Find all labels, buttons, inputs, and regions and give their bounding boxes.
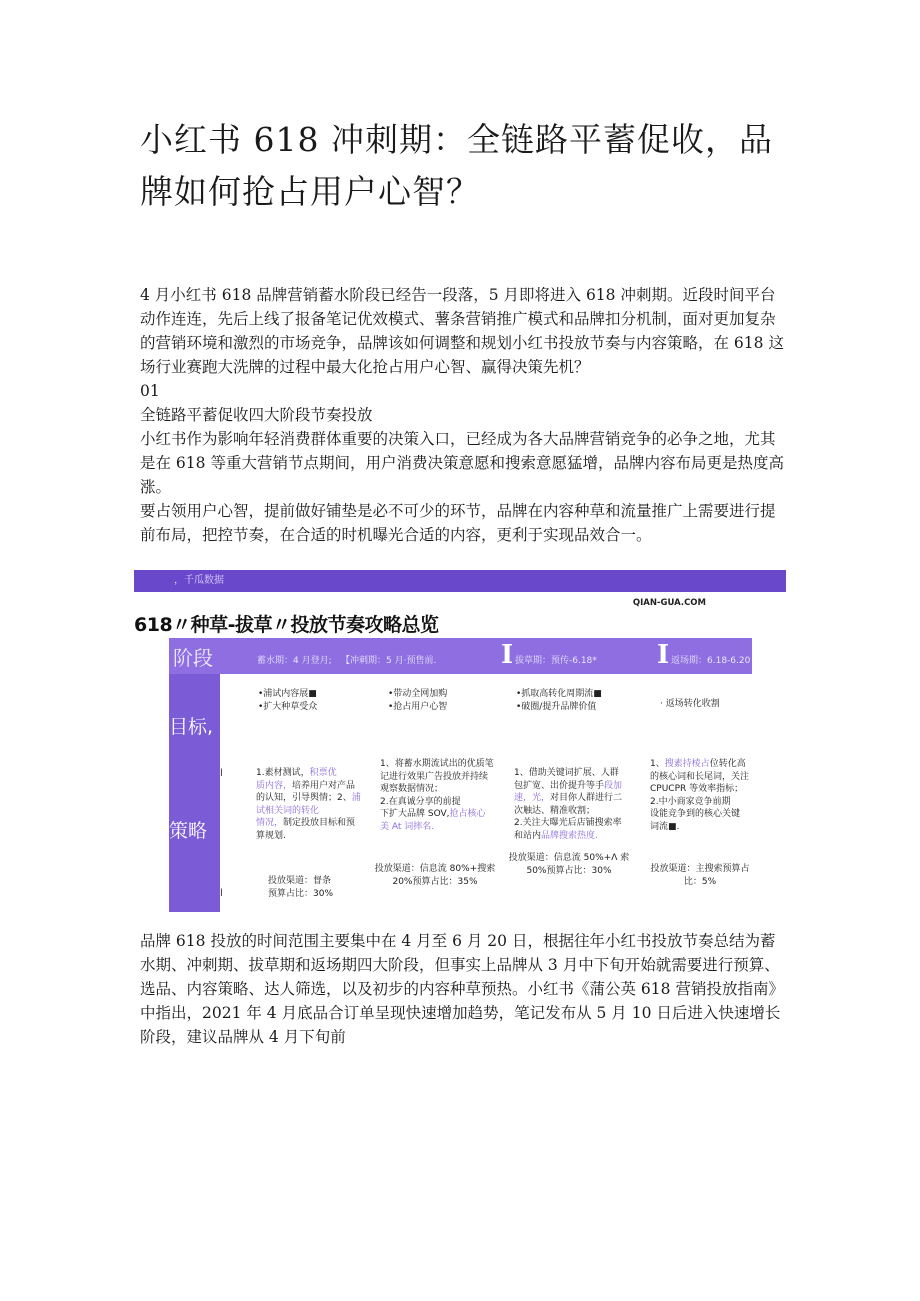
channel-cell: 投放渠道：信息流 80%+搜索 20%预算占比：35%	[374, 864, 496, 887]
intro-paragraph: 4 月小红书 618 品牌营销蓄水阶段已经告一段落，5 月即将进入 618 冲刺期。近段时间平台动作连连，先后上线了报备笔记优效模式、薯条营销推广模式和品牌扣分机制，面对更加复杂的营销环境和激烈的市场竞争，品牌该如何调整和规划小红书投放节奏与内容策略，在 618 这场行业赛跑大洗牌的过程中最大化抢占用户心智、赢得决策先机？	[140, 286, 784, 376]
section-title: 全链路平蓄促收四大阶段节奏投放	[140, 406, 373, 424]
infographic-title: 618〃种草-拔草〃投放节奏攻略总览	[134, 614, 439, 636]
strategy-cell: 1、搜素持棱占位转化高 的核心词和长尾词，关注 CPUCPR 等效率指标； 2.中小商家竞争前期 设能竞争到的核心关键 词流■.	[650, 759, 750, 832]
goal-cell: •浦试内容展■ •扩大种草受众	[258, 689, 318, 712]
strategy-cell: 1.素材测试，积票优 质内容，培养用户对产品 的认知，引导舆情；2、浦 试相关词的转化 情况，制定投放目标和预 算规划.	[256, 768, 361, 841]
banner-brand: ，千瓜数据	[174, 575, 224, 586]
strategy-cell: 1、将蓄水期流试出的优质笔 记进行效果广告投放并持续 观察数据情况； 2.在真诚分享的前提 下扩大品牌 SOV,抢占核心 美 At 词摔名.	[380, 759, 494, 832]
paragraph-2: 要占领用户心智，提前做好铺垫是必不可少的环节，品牌在内容种草和流量推广上需要进行提前布局，把控节奏，在合适的时机曝光合适的内容，更利于实现品效合一。	[140, 502, 776, 544]
site-label: QIAN-GUA.COM	[632, 598, 706, 608]
paragraph-3: 品牌 618 投放的时间范围主要集中在 4 月至 6 月 20 日，根据往年小红书投放节奏总结为蓄水期、冲刺期、拔草期和返场期四大阶段，但事实上品牌从 3 月中下旬开始就需要进行预算、选品、内容策略、达人筛选，以及初步的内容种草预热。小红书《蒲公英 618 营销投放指南》中指出，2021 年 4 月底品合订单呈现快速增加趋势，笔记发布从 5 月 10 日后进入快速增长阶段，建议品牌从 4 月下旬前	[140, 932, 784, 1046]
channel-cell: 投放渠道：主搜索预算占 比：5%	[650, 864, 750, 887]
strategy-cell: 1、借助关键词扩展、人群 包扩宽、出价提升等手段加 速，光，对目你人群进行二 次触达、精准收割； 2.关注大曝光后店铺搜索率 和站内品牌搜索热度.	[514, 768, 623, 841]
infographic	[134, 570, 786, 915]
article-title: 小红书 618 冲刺期：全链路平蓄促收，品牌如何抢占用户心智？	[140, 120, 773, 211]
row-marker: l	[220, 768, 223, 779]
goal-cell: •抓取高转化周期流■ •破圈/提升品牌价值	[516, 689, 602, 712]
row-label-bar	[169, 674, 220, 912]
infographic-banner	[134, 570, 786, 592]
channel-cell: 投放渠道：信息流 50%+Λ 索 50%预算占比：30%	[508, 853, 630, 876]
goal-row-label: 目标,	[169, 716, 214, 738]
stage-separator: I	[657, 640, 670, 670]
stage-row-label: 阶段	[173, 646, 213, 670]
stage-row	[169, 638, 752, 674]
channel-cell: 投放渠道：督条 预算占比：30%	[268, 876, 334, 899]
paragraph-1: 小红书作为影响年轻消费群体重要的决策入口，已经成为各大品牌营销竞争的必争之地，尤其是在 618 等重大营销节点期间，用户消费决策意愿和搜索意愿猛增，品牌内容布局更是热度高涨。	[140, 430, 784, 496]
stage-return: 返场期：6.18-6.20	[671, 656, 751, 666]
row-marker: l	[220, 888, 223, 899]
stage-sprint: 【冲刺期：5 月·预售前.	[341, 656, 437, 666]
strategy-row-label: 策略	[169, 820, 208, 842]
stage-separator: I	[501, 640, 514, 670]
stage-storage: 蓄水期：4 月登月;	[257, 656, 332, 666]
section-number: 01	[140, 382, 160, 400]
goal-cell: •带动全网加购 •抢占用户心智	[388, 689, 448, 712]
goal-cell: · 返场转化收割	[660, 699, 720, 709]
stage-harvest: 拔草期：预传-6.18*	[515, 656, 597, 666]
